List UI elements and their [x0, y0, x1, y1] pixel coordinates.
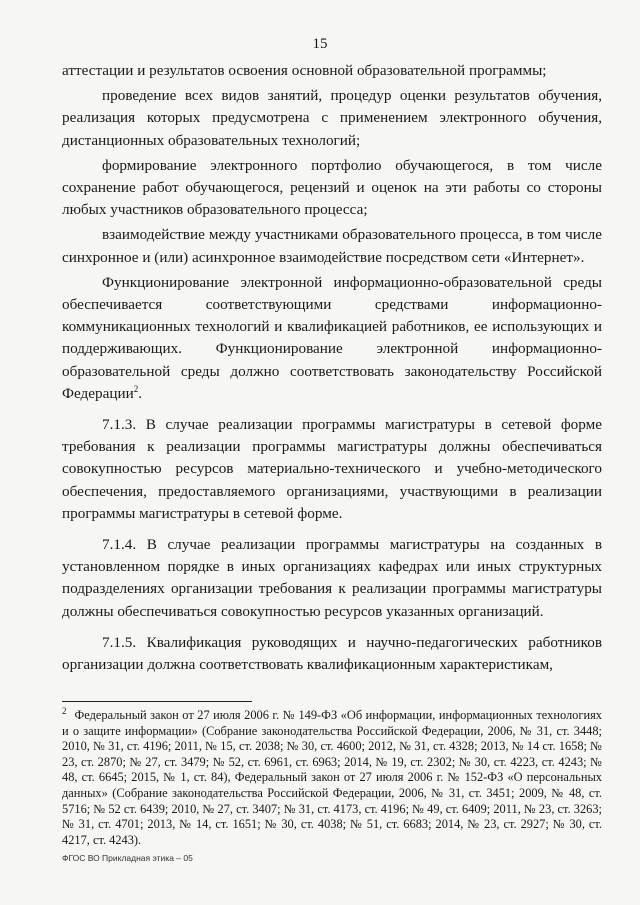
paragraph-4: взаимодействие между участниками образовательного процесса, в том числе синхронное и (или) асинхронное взаимодействие посредством сети «Интернет».: [62, 226, 602, 266]
paragraph-3: формирование электронного портфолио обучающегося, в том числе сохранение работ обучающегося, рецензий и оценок на эти работы со стороны любых участников образовательного процесса;: [62, 156, 602, 219]
footnote-divider: [62, 701, 252, 702]
document-footer: ФГОС ВО Прикладная этика – 05: [62, 853, 193, 863]
paragraph-5: [62, 272, 602, 405]
main-text: [62, 60, 602, 679]
paragraph-1: аттестации и результатов освоения основной образовательной программы;: [62, 62, 547, 79]
footnote-reference[interactable]: 2: [133, 383, 139, 394]
footnote-text: Федеральный закон от 27 июля 2006 г. № 149-ФЗ «Об информации, информационных технологиях и о защите информации» (Собрание законодательства Российской Федерации, 2006, № 31, ст. 3448; 2010, № 31, ст. 4196; 2011, № 15, ст. 2038; № 30, ст. 4600; 2012, № 31, ст. 4328; 2013, № 14 ст. 1658; № 23, ст. 2870; № 27, ст. 3479; № 52, ст. 6961, ст. 6963; 2014, № 19, ст. 2302; № 30, ст. 4223, ст. 4243; № 48, ст. 6645; 2015, № 1, ст. 84), Федеральный закон от 27 июля 2006 г. № 152-ФЗ «О персональных данных» (Собрание законодательства Российской Федерации, 2006, № 31, ст. 3451; 2009, № 48, ст. 5716; № 52 ст. 6439; 2010, № 27, ст. 3407; № 31, ст. 4173, ст. 4196; № 49, ст. 6409; 2011, № 23, ст. 3263; № 31, ст. 4701; 2013, № 14, ст. 1651; № 30, ст. 4038; № 51, ст. 6683; 2014, № 23, ст. 2927; № 30, ст. 4217, ст. 4243).: [62, 708, 602, 847]
paragraph-5-text: Функционирование электронной информационно-образовательной среды обеспечивается соответствующими средствами информационно-коммуникационных технологий и квалификацией работников, ее использующих и поддерживающих. Функционирование электронной информационно-образовательной среды должно соответствовать законодательству Российской Федерации: [62, 273, 602, 402]
footnote-2: [62, 705, 602, 848]
paragraph-5-end: .: [138, 384, 143, 402]
paragraph-7-1-3: 7.1.3. В случае реализации программы магистратуры в сетевой форме требования к реализации программы магистратуры должны обеспечиваться совокупностью ресурсов материально-технического и учебно-методического обеспечения, предоставляемого организациями, участвующими в реализации программы магистратуры в сетевой форме.: [62, 416, 602, 522]
footnotes: [62, 705, 602, 848]
page-number: 15: [312, 36, 328, 52]
paragraph-7-1-5: 7.1.5. Квалификация руководящих и научно-педагогических работников организации должна соответствовать квалификационным характеристикам,: [62, 633, 602, 674]
paragraph-7-1-4: 7.1.4. В случае реализации программы магистратуры на созданных в установленном порядке в иных организациях кафедрах или иных структурных подразделениях организации требования к реализации программы магистратуры должны обеспечиваться совокупностью ресурсов указанных организаций.: [62, 536, 602, 620]
footnote-mark: 2: [62, 705, 67, 716]
paragraph-2: проведение всех видов занятий, процедур оценки результатов обучения, реализация которых предусмотрена с применением электронного обучения, дистанционных образовательных технологий;: [62, 87, 602, 149]
